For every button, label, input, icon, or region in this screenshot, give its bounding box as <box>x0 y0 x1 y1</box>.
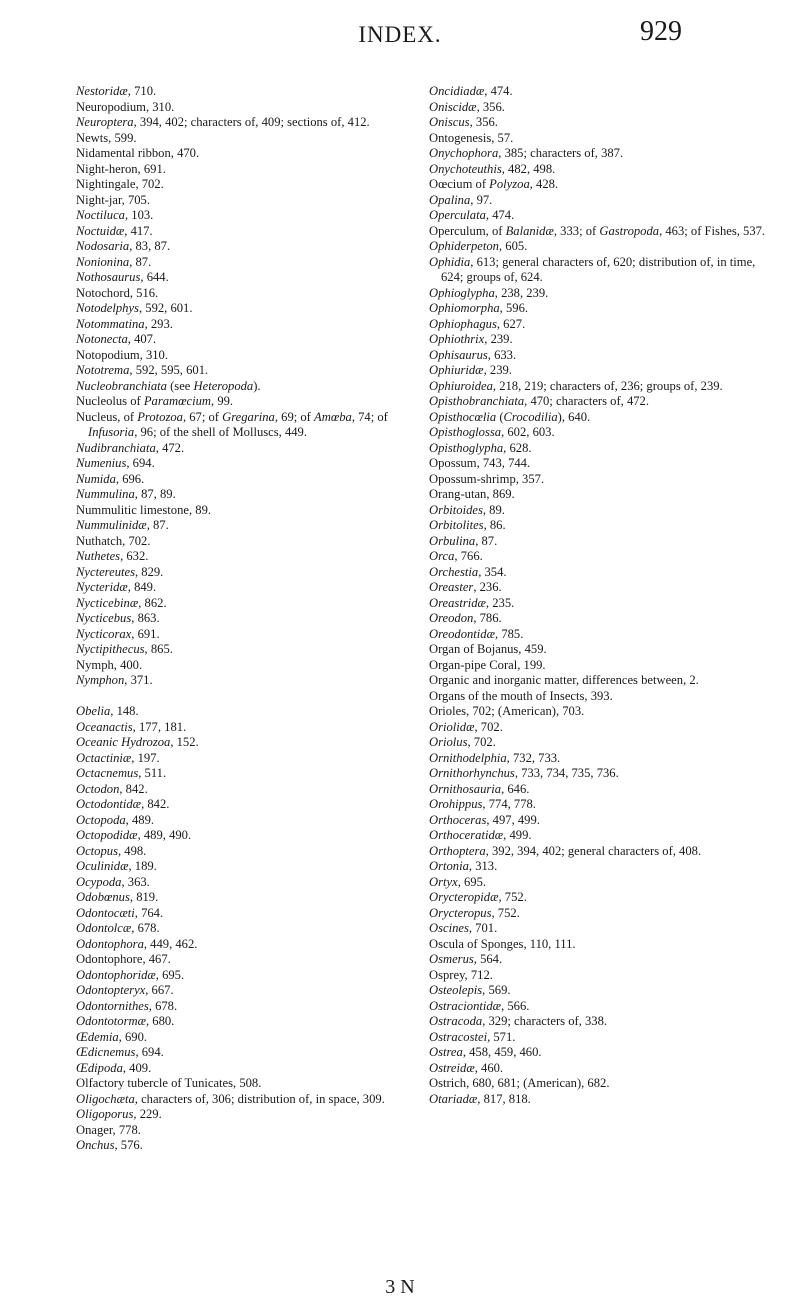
index-entry: Octodon, 842. <box>76 781 148 796</box>
index-entry: Orbitoides, 89. <box>429 502 505 517</box>
index-entry: Nyctereutes, 829. <box>76 564 164 579</box>
index-entry: Ostraciontidæ, 566. <box>429 998 530 1013</box>
index-entry: Ophidia, 613; general characters of, 620; distribution of, in time, 624; groups of, 624. <box>429 254 756 284</box>
index-entry: Nymphon, 371. <box>76 673 153 687</box>
index-entry: Ornithodelphia, 732, 733. <box>429 750 561 765</box>
index-entry: Numida, 696. <box>76 471 145 486</box>
index-entry: Organic and inorganic matter, differences between, 2. <box>429 673 699 687</box>
index-entry: Nestoridæ, 710. <box>76 84 157 98</box>
index-entry: Oniscidæ, 356. <box>429 99 505 114</box>
index-entry: Operculum, of Balanidæ, 333; of Gastropoda, 463; of Fishes, 537. <box>429 223 766 238</box>
index-entry: Oceanactis, 177, 181. <box>76 719 187 734</box>
index-entry: Nothosaurus, 644. <box>76 270 169 284</box>
index-entry: Orca, 766. <box>429 549 483 563</box>
index-entry: Odontornithes, 678. <box>76 998 178 1013</box>
index-entry: Nummulitic limestone, 89. <box>76 502 212 517</box>
index-entry: Nycticebinæ, 862. <box>76 595 167 610</box>
index-entry: Notonecta, 407. <box>76 332 157 346</box>
index-entry: Oligochæta, characters of, 306; distribution of, in space, 309. <box>76 1091 385 1106</box>
index-entry: Octopus, 498. <box>76 843 147 858</box>
index-entry: Orthoceratidæ, 499. <box>429 828 532 842</box>
index-entry: Organ-pipe Coral, 199. <box>429 657 546 672</box>
index-entry: Octopodidæ, 489, 490. <box>76 828 192 842</box>
index-entry: Opisthoglossa, 602, 603. <box>429 425 555 439</box>
index-entry: Nidamental ribbon, 470. <box>76 146 200 160</box>
index-entry: Oceanic Hydrozoa, 152. <box>76 735 199 749</box>
index-entry: Ocypoda, 363. <box>76 874 150 889</box>
index-entry: Ostracoda, 329; characters of, 338. <box>429 1014 608 1028</box>
index-entry: Opossum, 743, 744. <box>429 456 531 470</box>
index-entry: Oriolidæ, 702. <box>429 719 503 734</box>
index-entry: Ornithosauria, 646. <box>429 781 530 796</box>
index-entry: Orthoptera, 392, 394, 402; general characters of, 408. <box>429 843 702 858</box>
index-entry: Nuthetes, 632. <box>76 549 149 563</box>
index-entry: Oniscus, 356. <box>429 115 498 129</box>
index-entry: Nightingale, 702. <box>76 177 164 191</box>
index-entry: Ontogenesis, 57. <box>429 130 514 145</box>
index-entry: Nummulina, 87, 89. <box>76 487 176 501</box>
index-entry: Œdicnemus, 694. <box>76 1045 164 1059</box>
index-entry: Ostrea, 458, 459, 460. <box>429 1045 542 1059</box>
index-entry: Ophioglypha, 238, 239. <box>429 285 549 300</box>
section-gap <box>76 689 398 705</box>
index-entry: Onychoteuthis, 482, 498. <box>429 161 556 176</box>
index-entry: Newts, 599. <box>76 130 137 145</box>
index-entry: Neuropodium, 310. <box>76 99 175 114</box>
index-entry: Nymph, 400. <box>76 657 143 672</box>
index-entry: Notommatina, 293. <box>76 316 173 331</box>
index-entry: Nuthatch, 702. <box>76 533 151 548</box>
index-entry: Odontopteryx, 667. <box>76 983 174 997</box>
index-entry: Octopoda, 489. <box>76 812 155 827</box>
index-entry: Opisthobranchiata, 470; characters of, 472. <box>429 394 649 408</box>
index-entry: Ophiuridæ, 239. <box>429 363 512 377</box>
index-entry: Nucleus, of Protozoa, 67; of Gregarina, 69; of Amœba, 74; of Infusoria, 96; of the shell of Molluscs, 449. <box>76 409 388 439</box>
index-entry: Notodelphys, 592, 601. <box>76 301 193 315</box>
index-entry: Nonionina, 87. <box>76 254 152 269</box>
index-entry: Ophiophagus, 627. <box>429 316 526 331</box>
index-entry: Odontophore, 467. <box>76 952 171 966</box>
index-entry: Orbulina, 87. <box>429 533 498 548</box>
index-entry: Odobœnus, 819. <box>76 890 159 904</box>
index-entry: Œdipoda, 409. <box>76 1060 152 1075</box>
index-entry: Onager, 778. <box>76 1122 141 1137</box>
index-entry: Night-jar, 705. <box>76 192 150 207</box>
index-entry: Orchestia, 354. <box>429 564 507 579</box>
index-entry: Onchus, 576. <box>76 1138 143 1152</box>
index-entry: Orycteropus, 752. <box>429 905 520 920</box>
index-entry: Neuroptera, 394, 402; characters of, 409; sections of, 412. <box>76 115 370 129</box>
index-entry: Odontophoridæ, 695. <box>76 967 185 982</box>
index-entry: Odontolcæ, 678. <box>76 921 160 935</box>
page-number: 929 <box>640 16 682 47</box>
index-entry: Ophiomorpha, 596. <box>429 301 529 315</box>
index-entry: Orbitolites, 86. <box>429 518 506 532</box>
index-entry: Oculinidæ, 189. <box>76 859 157 873</box>
page-header <box>0 12 800 56</box>
index-entry: Ostrich, 680, 681; (American), 682. <box>429 1076 610 1090</box>
index-entry: Oligoporus, 229. <box>76 1107 162 1121</box>
index-entry: Opalina, 97. <box>429 192 493 207</box>
index-entry: Numenius, 694. <box>76 456 155 470</box>
index-entry: Osteolepis, 569. <box>429 983 511 997</box>
index-entry: Orthoceras, 497, 499. <box>429 812 540 827</box>
index-entry: Oreastridæ, 235. <box>429 595 515 610</box>
index-entry: Nodosaria, 83, 87. <box>76 239 171 253</box>
index-entry: Night-heron, 691. <box>76 161 166 176</box>
index-entry: Onychophora, 385; characters of, 387. <box>429 146 624 160</box>
index-entry: Ophiuroidea, 218, 219; characters of, 236; groups of, 239. <box>429 378 723 393</box>
index-entry: Osmerus, 564. <box>429 952 503 966</box>
index-entry: Ortyx, 695. <box>429 874 487 889</box>
index-entry: Oreodontidæ, 785. <box>429 626 524 641</box>
index-entry: Nucleolus of Paramœcium, 99. <box>76 394 234 408</box>
index-entry: Ostracostei, 571. <box>429 1029 516 1044</box>
index-entry: Nucleobranchiata (see Heteropoda). <box>76 378 261 393</box>
index-entry: Noctiluca, 103. <box>76 208 154 222</box>
index-entry: Nummulinidæ, 87. <box>76 518 169 532</box>
index-entry: Nudibranchiata, 472. <box>76 440 185 455</box>
index-entry: Ostreidæ, 460. <box>429 1060 504 1075</box>
index-entry: Œdemia, 690. <box>76 1029 148 1044</box>
index-entry: Oriolus, 702. <box>429 735 496 749</box>
index-entry: Nototrema, 592, 595, 601. <box>76 363 209 377</box>
index-entry: Oœcium of Polyzoa, 428. <box>429 177 559 191</box>
index-entry: Octactiniæ, 197. <box>76 750 160 765</box>
index-entry: Odontocæti, 764. <box>76 905 164 920</box>
index-entry: Oscula of Sponges, 110, 111. <box>429 936 576 951</box>
index-entry: Ophiderpeton, 605. <box>429 239 528 253</box>
index-columns <box>76 84 766 1264</box>
index-entry: Notochord, 516. <box>76 285 159 300</box>
index-entry: Nycteridæ, 849. <box>76 580 157 594</box>
index-entry: Nycticorax, 691. <box>76 626 160 641</box>
index-entry: Organ of Bojanus, 459. <box>429 642 547 656</box>
index-entry: Octodontidæ, 842. <box>76 797 170 811</box>
index-entry: Oncidiadæ, 474. <box>429 84 513 98</box>
index-entry: Notopodium, 310. <box>76 347 169 362</box>
running-title: INDEX. <box>358 22 442 47</box>
index-entry: Opisthocœlia (Crocodilia), 640. <box>429 409 591 424</box>
index-entry: Oscines, 701. <box>429 921 498 935</box>
index-entry: Opossum-shrimp, 357. <box>429 471 545 486</box>
index-entry: Oreaster, 236. <box>429 580 502 594</box>
index-entry: Odontotormæ, 680. <box>76 1014 175 1028</box>
index-entry: Nyctipithecus, 865. <box>76 642 173 656</box>
index-entry: Opisthoglypha, 628. <box>429 440 532 455</box>
index-entry: Noctuidæ, 417. <box>76 223 153 238</box>
index-entry: Oreodon, 786. <box>429 611 502 625</box>
index-entry: Odontophora, 449, 462. <box>76 936 198 951</box>
index-entry: Orang-utan, 869. <box>429 487 515 501</box>
index-entry: Orioles, 702; (American), 703. <box>429 704 585 718</box>
index-entry: Olfactory tubercle of Tunicates, 508. <box>76 1076 262 1090</box>
index-entry: Ophisaurus, 633. <box>429 347 517 362</box>
index-column-right <box>429 84 766 1107</box>
index-entry: Ornithorhynchus, 733, 734, 735, 736. <box>429 766 619 780</box>
index-entry: Octacnemus, 511. <box>76 766 167 780</box>
index-column-left <box>76 84 398 1154</box>
index-entry: Nycticebus, 863. <box>76 611 160 625</box>
index-entry: Operculata, 474. <box>429 208 515 222</box>
index-entry: Osprey, 712. <box>429 967 493 982</box>
signature-mark: 3 N <box>385 1276 415 1298</box>
index-entry: Orycteropidæ, 752. <box>429 890 527 904</box>
index-entry: Ortonia, 313. <box>429 859 498 873</box>
index-entry: Orohippus, 774, 778. <box>429 797 536 811</box>
index-entry: Obelia, 148. <box>76 704 139 718</box>
index-entry: Otariadæ, 817, 818. <box>429 1091 531 1106</box>
index-entry: Organs of the mouth of Insects, 393. <box>429 688 613 703</box>
index-entry: Ophiothrix, 239. <box>429 332 513 346</box>
